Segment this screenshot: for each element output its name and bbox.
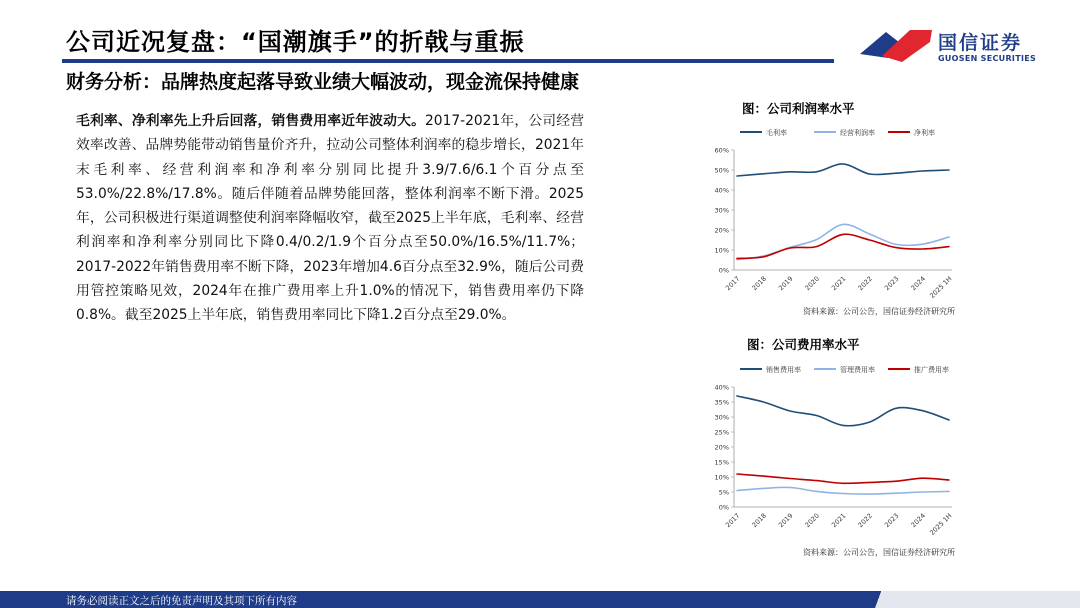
expense-series-line-1 <box>737 487 949 494</box>
profit-chart-title: 图：公司利润率水平 <box>742 101 855 116</box>
expense-x-tick-label: 2018 <box>750 511 768 530</box>
expense-y-tick-label: 30% <box>714 413 729 422</box>
profit-y-tick-label: 10% <box>714 246 729 255</box>
profit-x-tick-label: 2017 <box>724 274 742 293</box>
analysis-lead: 毛利率、净利率先上升后回落，销售费用率近年波动大。 <box>76 113 426 129</box>
page-title: 公司近况复盘：“国潮旗手”的折戟与重振 <box>66 28 525 56</box>
profit-x-tick-label: 2023 <box>883 274 901 293</box>
expense-y-tick-label: 25% <box>714 428 729 437</box>
profit-y-tick-label: 40% <box>714 186 729 195</box>
profit-series-line-2 <box>737 234 949 258</box>
expense-x-tick-label: 2020 <box>803 511 821 530</box>
expense-series-line-0 <box>737 396 949 426</box>
logo-name-cn: 国信证券 <box>938 32 1023 54</box>
profit-x-tick-label: 2022 <box>856 274 874 293</box>
logo-emblem-icon <box>858 24 934 66</box>
logo-name-en: GUOSEN SECURITIES <box>938 54 1037 63</box>
profit-x-tick-label: 2020 <box>803 274 821 293</box>
analysis-text: 2017-2021年，公司经营效率改善、品牌势能带动销售量价齐升，拉动公司整体利润率的稳步增长，2021年末毛利率、经营利润率和净利率分别同比提升3.9/7.6/6.1个百分点至53.0%/22.8%/17.8%。随后伴随着品牌势能回落，整体利润率不断下滑。2025年，公司积极进行渠道调整使利润率降幅收窄，截至2025上半年底，毛利率、经营利润率和净利率分别同比下降0.4/0.2/1.9个百分点至50.0%/16.5%/11.7%；2017-2022年销售费用率不断下降，2023年增加4.6百分点至32.9%，随后公司费用管控策略见效，2024年在推广费用率上升1.0%的情况下，销售费用率仍下降0.8%。截至2025上半年底，销售费用率同比下降1.2百分点至29.0%。 <box>76 113 585 324</box>
profit-y-tick-label: 60% <box>714 146 729 155</box>
expense-y-tick-label: 20% <box>714 443 729 452</box>
profit-y-tick-label: 30% <box>714 206 729 215</box>
profit-x-tick-label: 2024 <box>909 274 927 293</box>
profit-legend-label-0: 毛利率 <box>766 129 787 137</box>
footer-accent <box>830 591 1080 608</box>
profit-y-tick-label: 0% <box>718 266 729 275</box>
profit-series-line-1 <box>737 224 949 259</box>
profit-legend-label-1: 经营利润率 <box>840 129 875 137</box>
expense-legend-label-0: 销售费用率 <box>766 366 801 374</box>
profit-x-tick-label: 2018 <box>750 274 768 293</box>
page-subtitle: 财务分析：品牌热度起落导致业绩大幅波动，现金流保持健康 <box>66 71 580 93</box>
profit-x-tick-label: 2021 <box>830 274 848 293</box>
expense-y-tick-label: 35% <box>714 398 729 407</box>
footer-bar <box>0 591 1080 608</box>
expense-x-tick-label: 2021 <box>830 511 848 530</box>
profit-series-line-0 <box>737 164 949 176</box>
profit-legend-label-2: 净利率 <box>914 129 935 137</box>
expense-y-tick-label: 40% <box>714 383 729 392</box>
expense-x-tick-label: 2022 <box>856 511 874 530</box>
profit-x-tick-label: 2019 <box>777 274 795 293</box>
profit-margin-chart <box>700 120 970 305</box>
expense-x-tick-label: 2025 1H <box>928 511 954 537</box>
expense-y-tick-label: 10% <box>714 473 729 482</box>
expense-x-tick-label: 2024 <box>909 511 927 530</box>
profit-y-tick-label: 20% <box>714 226 729 235</box>
expense-y-tick-label: 0% <box>718 503 729 512</box>
title-underline <box>62 59 834 63</box>
footer-disclaimer: 请务必阅读正文之后的免责声明及其项下所有内容 <box>66 595 297 607</box>
expense-ratio-chart <box>700 357 970 542</box>
expense-x-tick-label: 2019 <box>777 511 795 530</box>
expense-chart-source: 资料来源：公司公告，国信证券经济研究所 <box>803 548 955 557</box>
company-logo <box>858 24 1038 70</box>
analysis-paragraph <box>76 109 584 328</box>
profit-chart-source: 资料来源：公司公告，国信证券经济研究所 <box>803 307 955 316</box>
expense-y-tick-label: 15% <box>714 458 729 467</box>
expense-legend-label-1: 管理费用率 <box>840 366 875 374</box>
expense-y-tick-label: 5% <box>718 488 729 497</box>
expense-x-tick-label: 2017 <box>724 511 742 530</box>
expense-series-line-2 <box>737 474 949 483</box>
profit-x-tick-label: 2025 1H <box>928 274 954 300</box>
profit-y-tick-label: 50% <box>714 166 729 175</box>
expense-chart-title: 图：公司费用率水平 <box>747 337 860 352</box>
expense-x-tick-label: 2023 <box>883 511 901 530</box>
expense-legend-label-2: 推广费用率 <box>914 366 949 374</box>
